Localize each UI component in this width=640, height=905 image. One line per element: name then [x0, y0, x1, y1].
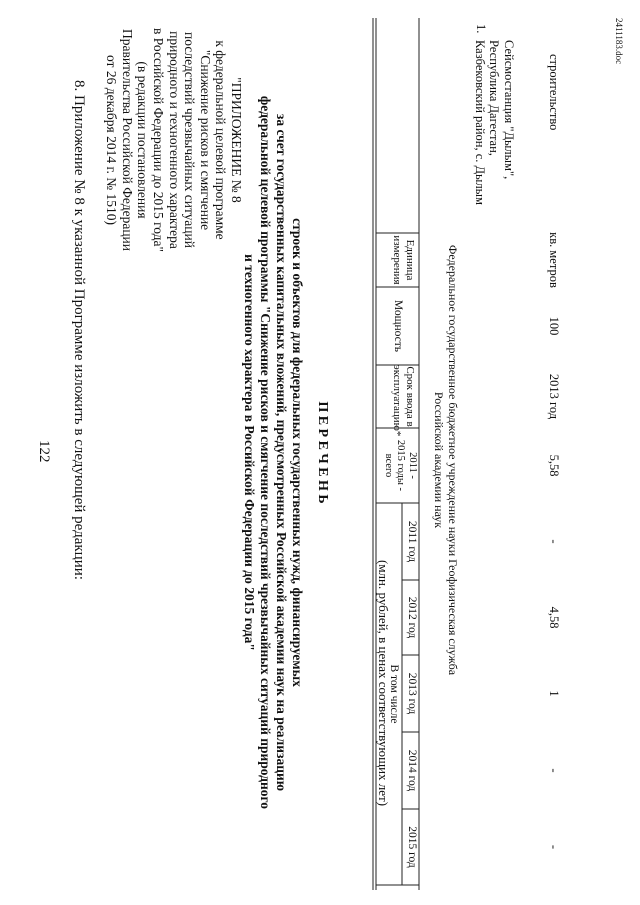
cell-capacity: 100	[547, 316, 561, 336]
object-name-line: Сейсмостанция "Дылым",	[502, 40, 516, 180]
appendix-line: (в редакции постановления	[135, 61, 151, 219]
title-heading: П Е Р Е Ч Е Н Ь	[315, 401, 330, 504]
header-unit	[390, 233, 416, 287]
row-object-name	[473, 40, 517, 205]
header-commissioning-line: Срок ввода в	[404, 366, 416, 427]
header-year-2011: 2011 год	[406, 520, 418, 563]
header-total-line: 2011 -	[407, 452, 418, 479]
appendix-line: природного и техногенного характера	[166, 31, 182, 249]
object-name-line: Казбековский район, с. Дылым	[473, 40, 487, 205]
footer-file-code: 2411183.doc	[614, 18, 624, 65]
page-number: 122	[36, 440, 52, 463]
appendix-line: в Российской Федерации до 2015 года"	[151, 27, 167, 253]
title-line: строек и объектов для федеральных государственных нужд, финансируемых	[290, 218, 305, 687]
units-note: (млн. рублей, в ценах соответствующих лет)	[376, 560, 391, 807]
intro-text: 8. Приложение № 8 к указанной Программе изложить в следующей редакции:	[71, 80, 87, 580]
cell-2013: 1	[547, 690, 561, 697]
agency-line: Федеральное государственное бюджетное учреждение науки Геофизическая служба	[446, 244, 460, 676]
header-year-2015: 2015 год	[406, 826, 418, 868]
title-line: за счет государственных капитальных вложений, предусмотренных Российской академии наук на реализацию	[274, 113, 289, 792]
appendix-line: последствий чрезвычайных ситуаций	[182, 32, 198, 248]
header-total-line: всего	[383, 453, 394, 478]
cell-total: 5,58	[547, 454, 561, 477]
header-including: В том числе	[388, 664, 400, 724]
cell-2011: -	[547, 539, 561, 544]
header-unit-line: Единица	[404, 239, 416, 281]
title-line: федеральной целевой программы "Снижение рисков и смягчение последствий чрезвычайных ситуаций природного	[258, 95, 273, 810]
cell-commissioning: 2013 год	[547, 373, 561, 420]
header-total-line: 2015 годы -	[395, 439, 406, 492]
header-total	[382, 428, 418, 503]
appendix-line: к федеральной целевой программе	[213, 40, 229, 240]
appendix-line: "Снижение рисков и смягчение	[197, 49, 213, 231]
row-number: 1.	[474, 24, 488, 34]
header-commissioning-line: эксплуатацию*	[391, 365, 403, 437]
header-year-2013: 2013 год	[406, 672, 418, 715]
agency-name	[432, 200, 460, 720]
object-name-line: Республика Дагестан,	[487, 40, 502, 156]
header-unit-line: измерения	[391, 235, 403, 285]
cell-unit: кв. метров	[547, 232, 561, 288]
appendix-line: от 26 декабря 2014 г. № 1510)	[104, 54, 120, 226]
agency-line: Российской академии наук	[432, 391, 446, 529]
cell-2014: -	[547, 768, 561, 773]
appendix-line: "ПРИЛОЖЕНИЕ № 8	[229, 77, 244, 203]
header-year-2014: 2014 год	[406, 749, 418, 792]
cell-2012: 4,58	[547, 606, 561, 629]
header-capacity: Мощность	[392, 299, 404, 353]
cell-type: строительство	[547, 54, 561, 131]
title-line: и техногенного характера в Российской Федерации до 2015 года"	[242, 254, 257, 651]
header-year-2012: 2012 год	[406, 596, 418, 639]
header-commissioning	[390, 365, 416, 437]
cell-2015: -	[547, 844, 561, 850]
appendix-line: Правительства Российской Федерации	[119, 29, 135, 251]
